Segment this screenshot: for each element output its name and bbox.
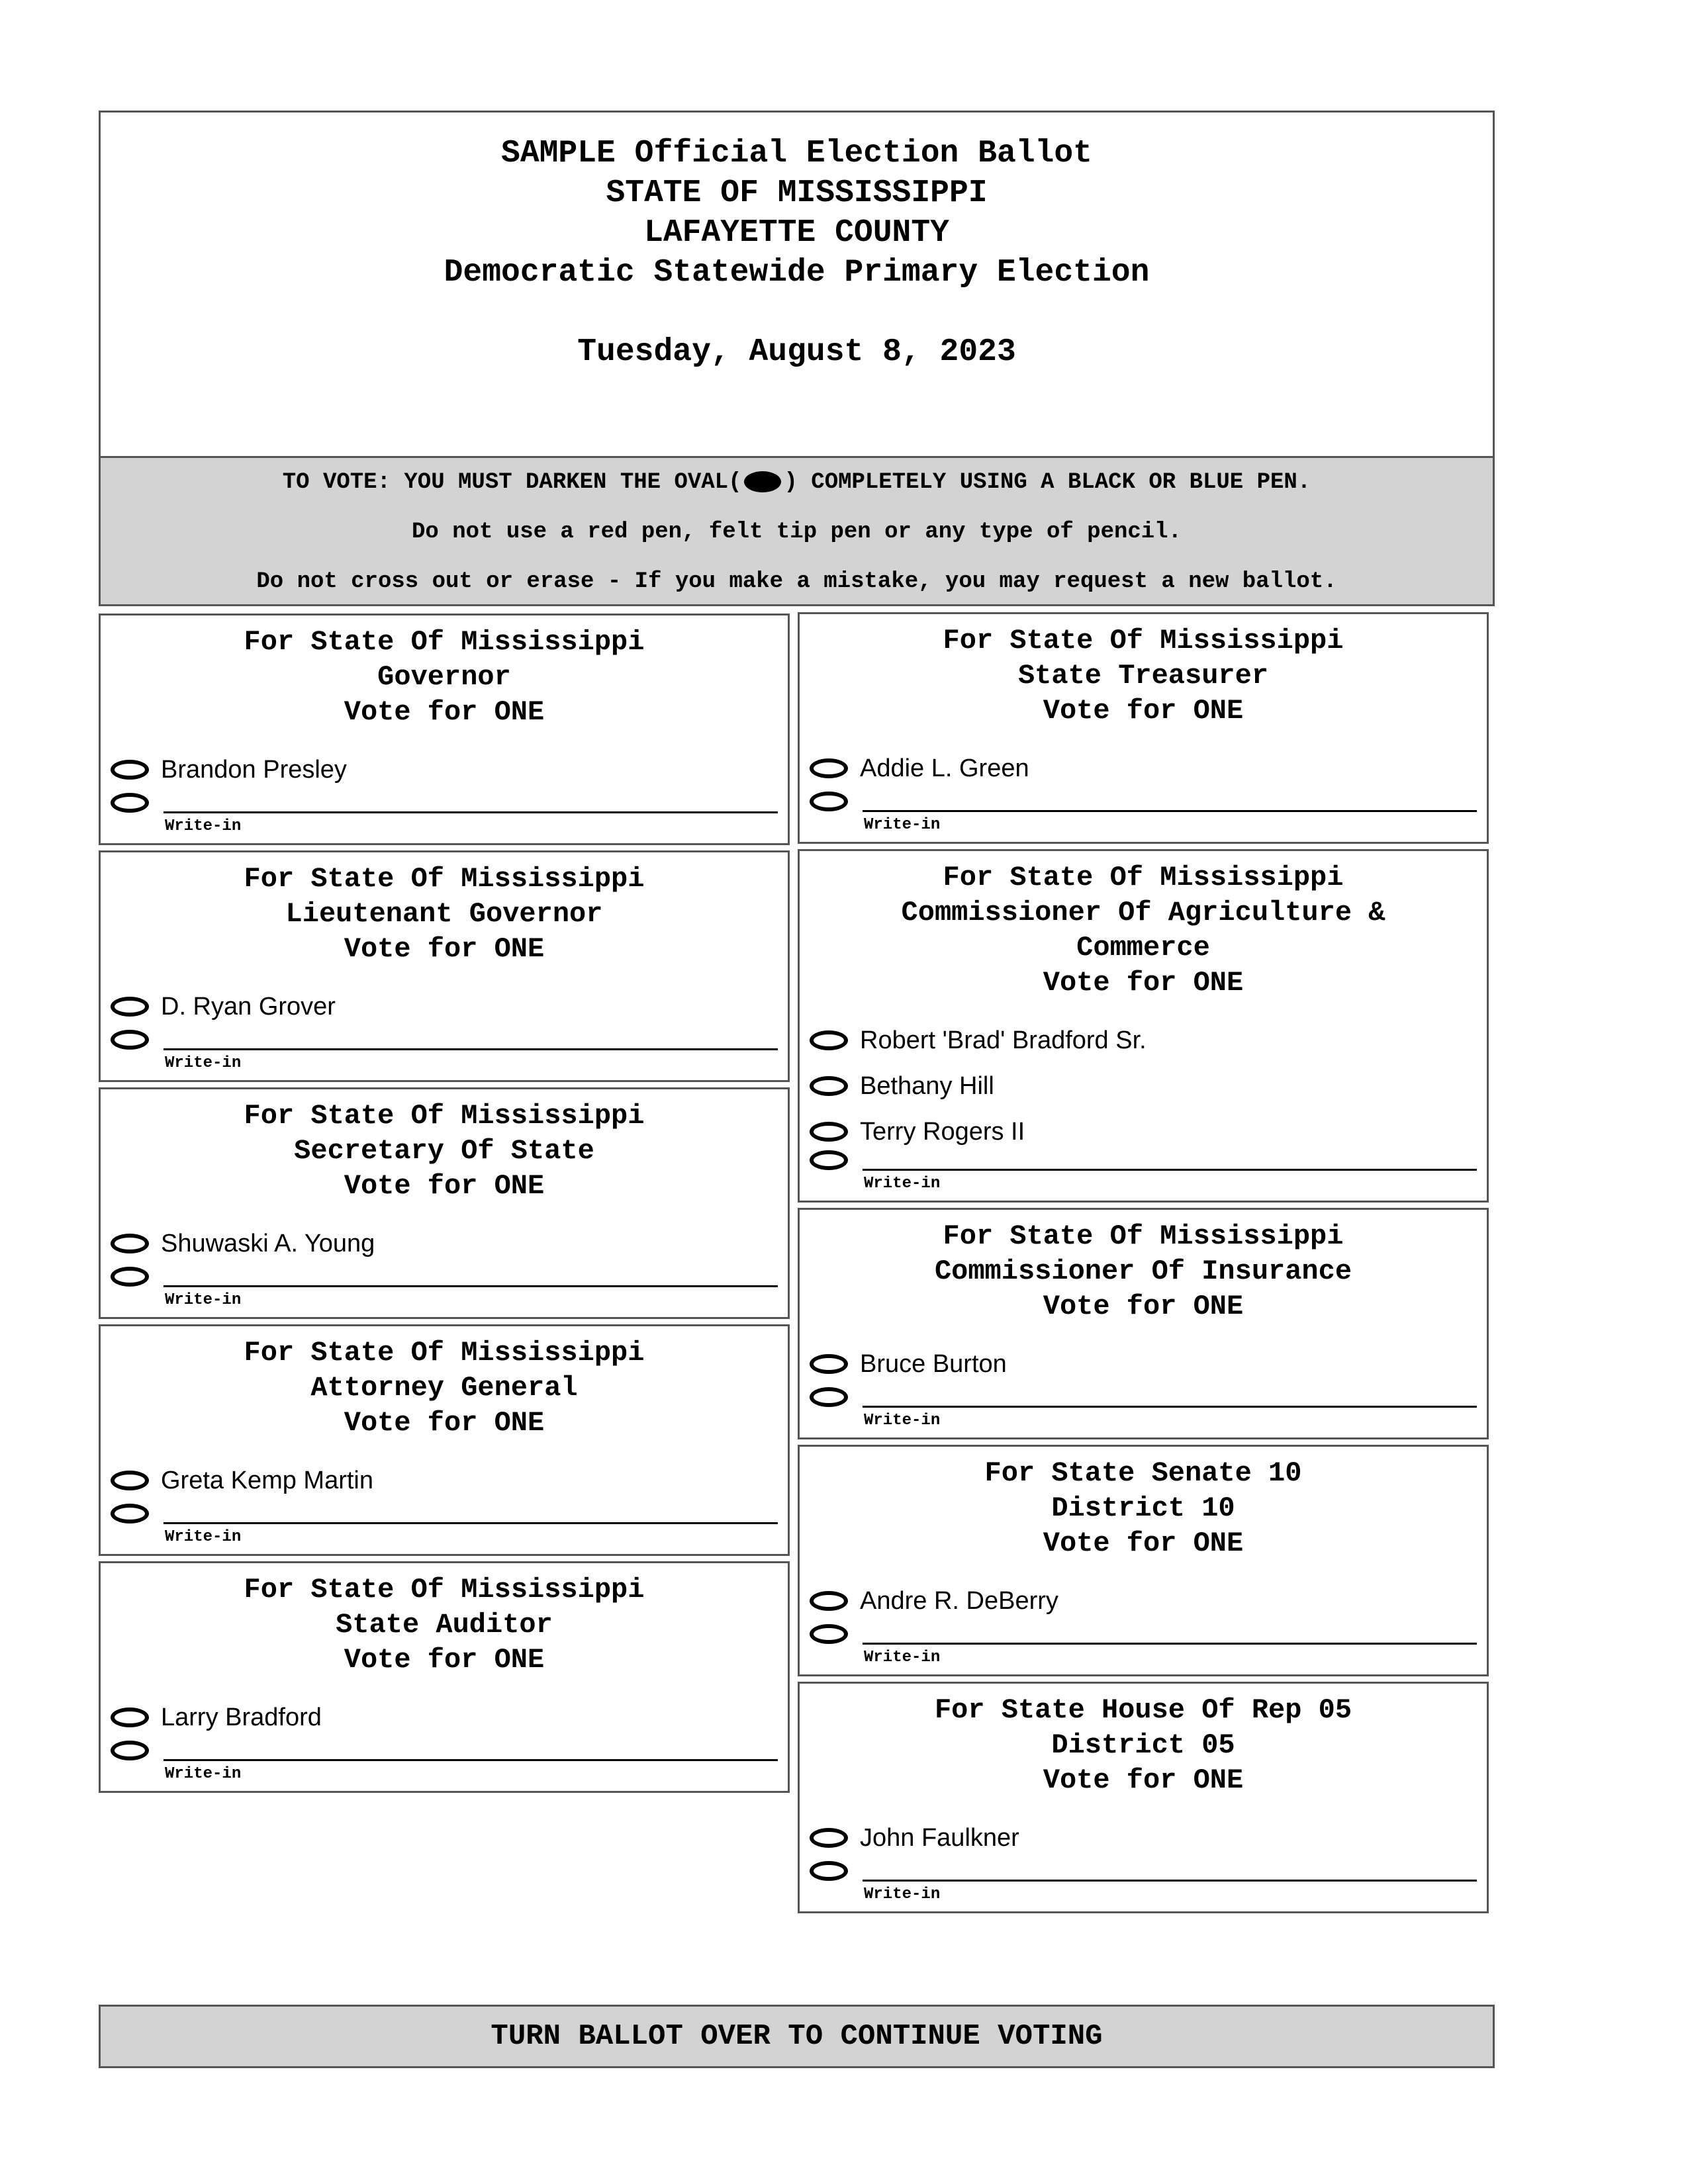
candidate-name: Addie L. Green [860, 754, 1029, 782]
write-in-line[interactable] [164, 1759, 778, 1761]
write-in-label: Write-in [165, 1054, 242, 1072]
candidate-option[interactable] [810, 1115, 1025, 1148]
instruction-1-prefix: TO VOTE: YOU MUST DARKEN THE OVAL( [282, 470, 742, 495]
oval-icon[interactable] [111, 1030, 149, 1050]
contest-box [99, 1324, 790, 1556]
contest-box [798, 1208, 1489, 1439]
write-in-option[interactable] [111, 1738, 778, 1784]
contest-title-line: Vote for ONE [1043, 1527, 1244, 1559]
contest-title [800, 1456, 1487, 1561]
contest-title-line: Commissioner Of Agriculture & [901, 897, 1385, 929]
state-name: STATE OF MISSISSIPPI [606, 175, 988, 211]
contest-title-line: District 05 [1051, 1729, 1235, 1761]
write-in-line[interactable] [164, 1285, 778, 1287]
write-in-label: Write-in [165, 1291, 242, 1309]
write-in-option[interactable] [111, 1264, 778, 1310]
contest-title-line: State Treasurer [1017, 660, 1269, 692]
oval-icon[interactable] [111, 760, 149, 780]
write-in-line[interactable] [863, 810, 1477, 812]
contest-title [800, 1693, 1487, 1798]
candidate-name: Terry Rogers II [860, 1117, 1025, 1146]
candidate-option[interactable] [111, 990, 336, 1023]
contest-box [798, 1445, 1489, 1676]
write-in-label: Write-in [864, 1649, 941, 1666]
contest-title [800, 1219, 1487, 1324]
write-in-option[interactable] [810, 1148, 1477, 1194]
election-name: Democratic Statewide Primary Election [444, 255, 1150, 291]
write-in-label: Write-in [864, 1886, 941, 1903]
candidate-name: Andre R. DeBerry [860, 1586, 1058, 1615]
oval-icon[interactable] [111, 1707, 149, 1727]
contest-box [99, 1087, 790, 1319]
write-in-line[interactable] [863, 1169, 1477, 1171]
candidate-name: Larry Bradford [161, 1703, 322, 1731]
election-date: Tuesday, August 8, 2023 [577, 334, 1016, 370]
candidate-option[interactable] [111, 1701, 322, 1734]
candidate-name: Brandon Presley [161, 755, 347, 784]
contest-title [101, 1099, 788, 1204]
contest-title-line: For State Of Mississippi [244, 863, 645, 895]
write-in-option[interactable] [810, 1385, 1477, 1431]
contest-title-line: Commerce [1076, 932, 1210, 964]
oval-icon[interactable] [111, 1504, 149, 1524]
contest-title-line: Secretary Of State [294, 1135, 594, 1167]
contest-title-line: Vote for ONE [344, 1170, 545, 1202]
write-in-option[interactable] [111, 1027, 778, 1073]
contest-title-line: Vote for ONE [1043, 695, 1244, 727]
contest-title-line: Vote for ONE [1043, 1764, 1244, 1796]
oval-icon[interactable] [810, 1828, 848, 1848]
write-in-label: Write-in [165, 1765, 242, 1783]
candidate-option[interactable] [111, 1227, 375, 1260]
write-in-label: Write-in [165, 817, 242, 835]
contest-box [99, 1561, 790, 1793]
contest-title-line: For State Of Mississippi [244, 1574, 645, 1606]
oval-icon[interactable] [111, 997, 149, 1017]
county-name: LAFAYETTE COUNTY [644, 215, 949, 251]
candidate-name: Shuwaski A. Young [161, 1229, 375, 1257]
contest-title-line: For State Of Mississippi [943, 862, 1344, 893]
oval-icon[interactable] [810, 1624, 848, 1644]
contest-box [798, 849, 1489, 1203]
filled-oval-icon [744, 471, 781, 492]
contest-title-line: Vote for ONE [344, 1407, 545, 1439]
oval-icon[interactable] [810, 1387, 848, 1407]
oval-icon[interactable] [810, 1122, 848, 1142]
candidate-name: Bruce Burton [860, 1349, 1007, 1378]
instruction-line-2: Do not use a red pen, felt tip pen or any type of pencil. [412, 520, 1182, 545]
contest-box [798, 1682, 1489, 1913]
candidate-option[interactable] [810, 752, 1029, 785]
contest-title [800, 860, 1487, 1001]
voting-instructions [99, 458, 1495, 606]
contest-title-line: For State Of Mississippi [943, 1220, 1344, 1252]
contest-box [798, 612, 1489, 844]
candidate-name: Robert 'Brad' Bradford Sr. [860, 1026, 1147, 1054]
contest-title-line: Vote for ONE [344, 696, 545, 728]
contest-title [101, 862, 788, 967]
oval-icon[interactable] [111, 793, 149, 813]
contest-title-line: Governor [377, 661, 511, 693]
candidate-name: Bethany Hill [860, 1071, 994, 1100]
instruction-1-suffix: ) COMPLETELY USING A BLACK OR BLUE PEN. [784, 470, 1311, 495]
candidate-option[interactable] [111, 1464, 373, 1497]
candidate-option[interactable] [810, 1347, 1007, 1381]
ballot-header [99, 111, 1495, 458]
contest-title-line: Lieutenant Governor [285, 898, 603, 930]
write-in-option[interactable] [111, 1501, 778, 1547]
contest-title-line: For State Of Mississippi [244, 1100, 645, 1132]
candidate-option[interactable] [810, 1069, 994, 1103]
oval-icon[interactable] [111, 1267, 149, 1287]
contest-title-line: Vote for ONE [344, 933, 545, 965]
contest-title-line: Attorney General [310, 1372, 578, 1404]
contest-title-line: For State Senate 10 [984, 1457, 1302, 1489]
oval-icon[interactable] [810, 1030, 848, 1050]
instruction-line-3: Do not cross out or erase - If you make a mistake, you may request a new ballot. [256, 569, 1337, 594]
write-in-line[interactable] [164, 1048, 778, 1050]
candidate-option[interactable] [810, 1584, 1058, 1617]
oval-icon[interactable] [111, 1741, 149, 1760]
contest-title-line: State Auditor [336, 1609, 553, 1641]
contest-title [101, 1572, 788, 1678]
contest-title [800, 623, 1487, 729]
candidate-option[interactable] [810, 1024, 1147, 1057]
contest-title-line: Commissioner Of Insurance [934, 1255, 1352, 1287]
contest-title-line: For State Of Mississippi [943, 625, 1344, 657]
write-in-option[interactable] [810, 1621, 1477, 1668]
turn-over-banner: TURN BALLOT OVER TO CONTINUE VOTING [99, 2005, 1495, 2068]
contest-title-line: District 10 [1051, 1492, 1235, 1524]
write-in-line[interactable] [863, 1406, 1477, 1408]
oval-icon[interactable] [810, 758, 848, 778]
write-in-option[interactable] [810, 1858, 1477, 1905]
write-in-label: Write-in [165, 1528, 242, 1546]
oval-icon[interactable] [810, 1150, 848, 1170]
candidate-option[interactable] [111, 753, 347, 786]
write-in-line[interactable] [164, 1522, 778, 1524]
contest-title-line: Vote for ONE [344, 1644, 545, 1676]
write-in-label: Write-in [864, 1412, 941, 1430]
write-in-line[interactable] [164, 811, 778, 813]
write-in-option[interactable] [111, 790, 778, 837]
contest-title [101, 625, 788, 730]
contest-box [99, 614, 790, 845]
candidate-name: Greta Kemp Martin [161, 1466, 373, 1494]
instruction-line-1 [101, 458, 1493, 508]
candidate-name: D. Ryan Grover [161, 992, 336, 1021]
candidate-option[interactable] [810, 1821, 1019, 1854]
write-in-label: Write-in [864, 816, 941, 834]
contest-title-line: Vote for ONE [1043, 967, 1244, 999]
write-in-option[interactable] [810, 789, 1477, 835]
oval-icon[interactable] [810, 792, 848, 811]
write-in-line[interactable] [863, 1880, 1477, 1882]
contest-title-line: For State House Of Rep 05 [934, 1694, 1352, 1726]
oval-icon[interactable] [810, 1354, 848, 1374]
write-in-line[interactable] [863, 1643, 1477, 1645]
contest-title-line: Vote for ONE [1043, 1291, 1244, 1322]
oval-icon[interactable] [810, 1076, 848, 1096]
contest-title-line: For State Of Mississippi [244, 1337, 645, 1369]
contest-title [101, 1336, 788, 1441]
ballot-title: SAMPLE Official Election Ballot [501, 136, 1092, 171]
write-in-label: Write-in [864, 1175, 941, 1193]
candidate-name: John Faulkner [860, 1823, 1019, 1852]
contest-box [99, 850, 790, 1082]
oval-icon[interactable] [810, 1861, 848, 1881]
oval-icon[interactable] [810, 1591, 848, 1611]
oval-icon[interactable] [111, 1471, 149, 1490]
oval-icon[interactable] [111, 1234, 149, 1253]
contest-title-line: For State Of Mississippi [244, 626, 645, 658]
